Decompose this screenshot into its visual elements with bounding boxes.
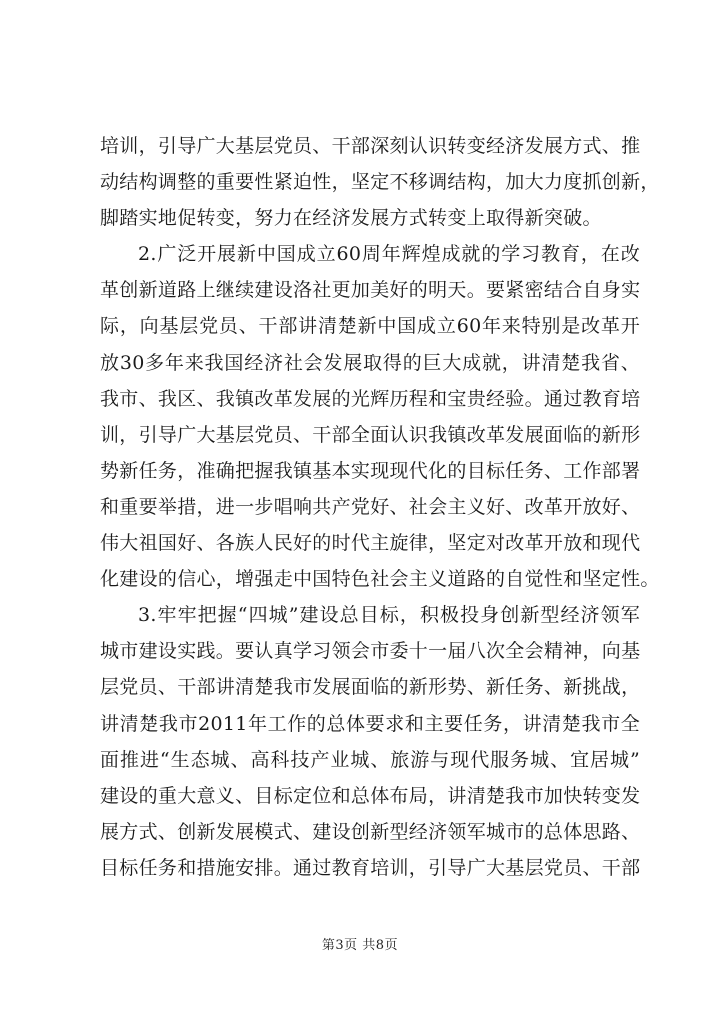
text-line: 际，向基层党员、干部讲清楚新中国成立60年来特别是改革开: [100, 315, 640, 338]
text-line: 讲清楚我市2011年工作的总体要求和主要任务，讲清楚我市全: [100, 712, 640, 735]
text-line: 面推进“生态城、高科技产业城、旅游与现代服务城、宜居城”: [100, 748, 640, 771]
text-line: 动结构调整的重要性紧迫性，坚定不移调结构，加大力度抓创新，: [100, 171, 660, 194]
text-line: 展方式、创新发展模式、建设创新型经济领军城市的总体思路、: [100, 820, 641, 843]
text-line: 层党员、干部讲清楚我市发展面临的新形势、新任务、新挑战，: [100, 676, 641, 699]
text-line: 城市建设实践。要认真学习领会市委十一届八次全会精神，向基: [100, 640, 641, 663]
text-line: 建设的重大意义、目标定位和总体布局，讲清楚我市加快转变发: [100, 784, 641, 807]
text-line: 2.广泛开展新中国成立60周年辉煌成就的学习教育，在改: [138, 243, 640, 266]
text-line: 放30多年来我国经济社会发展取得的巨大成就，讲清楚我省、: [100, 351, 640, 374]
text-line: 训，引导广大基层党员、干部全面认识我镇改革发展面临的新形: [100, 423, 641, 446]
text-line: 3.牢牢把握“四城”建设总目标，积极投身创新型经济领军: [138, 604, 640, 627]
text-line: 化建设的信心，增强走中国特色社会主义道路的自觉性和坚定性。: [100, 568, 660, 591]
text-line: 和重要举措，进一步唱响共产党好、社会主义好、改革开放好、: [100, 495, 641, 518]
text-line: 革创新道路上继续建设洛社更加美好的明天。要紧密结合自身实: [100, 279, 641, 302]
text-line: 我市、我区、我镇改革发展的光辉历程和宝贵经验。通过教育培: [100, 387, 641, 410]
body-text: [100, 128, 660, 886]
text-line: 目标任务和措施安排。通过教育培训，引导广大基层党员、干部: [100, 856, 641, 879]
text-line: 脚踏实地促转变，努力在经济发展方式转变上取得新突破。: [100, 207, 602, 230]
page-number-footer: 第3页 共8页: [321, 938, 399, 953]
text-line: 培训，引导广大基层党员、干部深刻认识转变经济发展方式、推: [100, 135, 641, 157]
text-line: 伟大祖国好、各族人民好的时代主旋律，坚定对改革开放和现代: [100, 532, 641, 555]
text-line: 势新任务，准确把握我镇基本实现现代化的目标任务、工作部署: [100, 459, 641, 482]
